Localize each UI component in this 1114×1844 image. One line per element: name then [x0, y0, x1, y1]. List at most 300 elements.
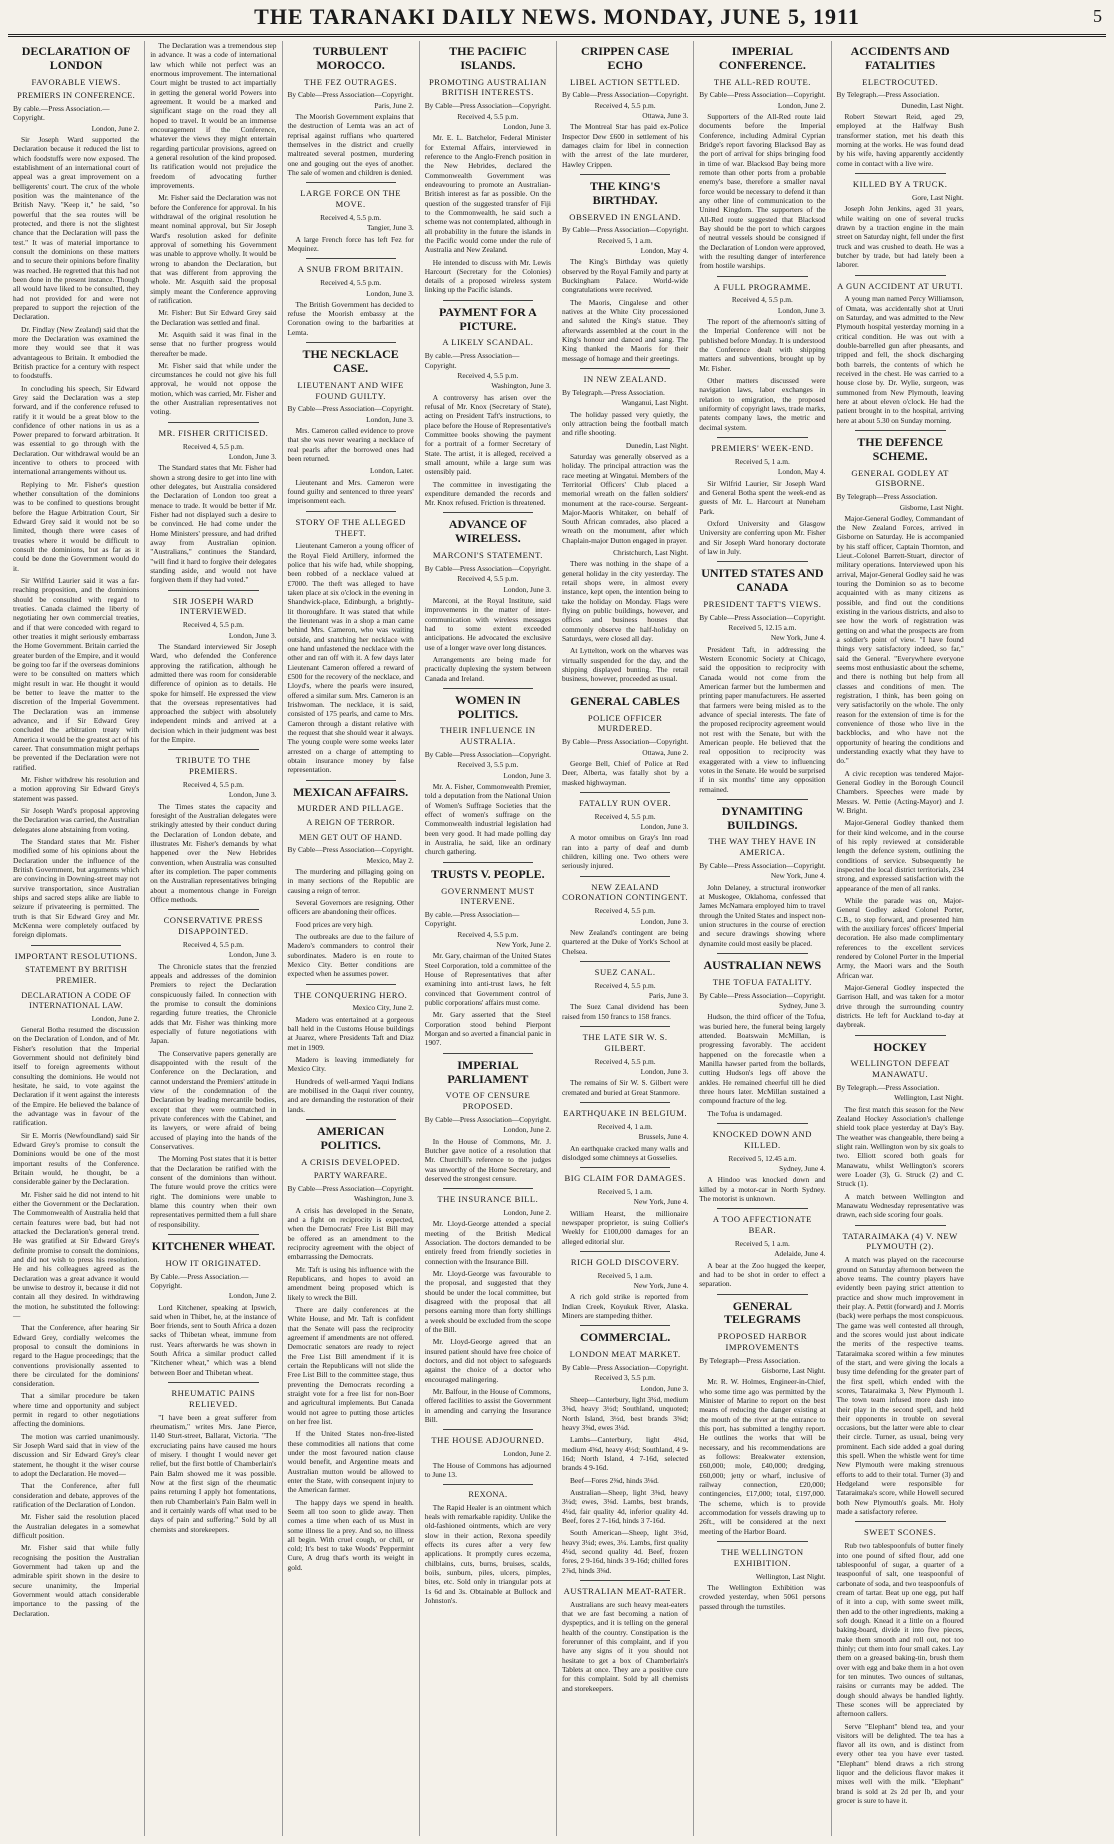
- article-paragraph: The Tofua is undamaged.: [707, 1108, 783, 1118]
- article-paragraph: Sir Joseph Ward's proposal approving the Declaration was carried, the Australian delegates alone abstaining from voting.: [13, 805, 140, 834]
- section-headline: THE NECKLACE CASE.: [302, 347, 399, 375]
- article-paragraph: Sir Wilfrid Laurier said it was a far-reaching proposition, and the dominions should be consulted with regard to treaties. Canada claimed the liberty of negotiating her own commercial treaties, and if that were conceded with regard to other treaties it might seriously embarrass the Home Government. Britain carried the greater burden of the Empire, and it would be going too far if the overseas dominions were to be consulted on matters which might result in war. He thought it would be better to leave the matter to the discretion of the Imperial Government. The Declaration was an immense advance, and if Sir Edward Grey concluded the arbitration treaty with America it would be the greatest act of his career. That consummation might perhaps be prevented if the Declaration were not ratified.: [13, 576, 140, 772]
- sub-headline: THE WELLINGTON EXHIBITION.: [721, 1547, 804, 1568]
- sub-headline: KILLED BY A TRUCK.: [852, 179, 948, 190]
- sub-headline: THE HOUSE ADJOURNED.: [431, 1435, 545, 1446]
- dateline: Paris, June 3.: [648, 991, 689, 1001]
- article-paragraph: The first match this season for the New Zealand Hockey Association's challenge shield took place yesterday at Day's Bay. The weather was changeable, there being a slight rain. Wellington won by six goals to two. Elliott scored both goals for Manawatu, whilst Wellington's scorers were Loader (3), G. Struck (2) and C. Struck (1).: [836, 1104, 964, 1189]
- article-paragraph: Lord Kitchener, speaking at Ipswich, said when in Thibet, he, at the instance of Boer friends, sent to South Africa a dozen sacks of Thibetan wheat, immune from rust. Years afterwards he was shown in South Africa a similar product called "Kitchener wheat," which was a blend between Boer and Thibetan wheat.: [150, 1302, 277, 1377]
- page-number: 5: [1093, 6, 1102, 26]
- dateline: London, June 2.: [503, 1125, 551, 1135]
- column-divider-rule: [306, 984, 396, 985]
- article-paragraph: President Taft, in addressing the Western Economic Society at Chicago, said the opposition to reciprocity with Canada would not come from the American farmer but the lumbermen and printing paper manufacturers. He asserted that farmers were being misled as to the advance of special interests. The fate of the proposed reciprocity agreement would not rest with the Senate, but with the American people. He believed that the real opposition to reciprocity was exaggerated with a view to influencing votes in the Senate. He would be surprised if in six months' time any opposition remained.: [699, 644, 826, 794]
- column-divider-rule: [168, 1382, 258, 1383]
- section-headline: UNITED STATES AND CANADA: [701, 566, 824, 594]
- dateline: London, June 2.: [503, 1208, 551, 1218]
- article-paragraph: The murdering and pillaging going on in many sections of the Republic are causing a reign of terror.: [287, 866, 414, 895]
- section-headline: IMPERIAL PARLIAMENT: [447, 1057, 529, 1086]
- received-line: Received 5, 12.15 a.m.: [728, 622, 797, 632]
- article-paragraph: Several Governors are resigning. Other officers are abandoning their offices.: [287, 897, 414, 917]
- column-divider-rule: [717, 1541, 807, 1542]
- article-paragraph: That the Conference, after full consideration and debate, approves of the ratification of the Declaration of London.: [13, 1481, 140, 1510]
- sub-headline: THE LATE SIR W. S. GILBERT.: [582, 1032, 668, 1053]
- section-headline: HOCKEY: [873, 1039, 927, 1054]
- dateline: London, May 4.: [777, 467, 826, 477]
- dateline: London, June 3.: [777, 305, 826, 315]
- sub-headline: PRESIDENT TAFT'S VIEWS.: [703, 598, 822, 609]
- article-paragraph: Replying to Mr. Fisher's question whether consultation of the dominions was to be confined to questions brought before the Hague Arbitration Court, Sir Edward Grey said it would not be so limited, though there were cases of treaties where it would be difficult to consult the dominions, but as far as it could be done the Government would do it.: [13, 479, 140, 573]
- received-line: Received 4, 5.5 p.m.: [320, 213, 382, 223]
- article-paragraph: The Chronicle states that the frenzied appeals and addresses of the dominion Premiers to reject the Declaration conspicuously failed. In connection with the promise to consult the dominions regarding future treaties, the Chronicle adds that Mr. Fisher was thinking more especially of future negotiations with Japan.: [150, 961, 277, 1046]
- column-3: [283, 41, 420, 1836]
- article-paragraph: A young man named Percy Williamson, of Omata, was accidentally shot at Uruti on Saturday, and was admitted to the New Plymouth hospital yesterday morning in a critical condition. He was out with a double-barrelled gun after pheasants, and tripped and fell, the shock discharging both barrels, the contents of which he received in the chest. He was carried to a house close by. Dr. Wylie, surgeon, was summoned from New Plymouth, leaving here at about eleven o'clock. He had the patient brought in to the hospital, arriving here at about 5.30 on Sunday morning.: [836, 294, 964, 425]
- column-divider-rule: [306, 342, 396, 343]
- article-paragraph: Madero was entertained at a gorgeous ball held in the Customs House buildings at Juarez, where Presidents Taft and Diaz met in 1909.: [287, 1014, 414, 1052]
- article-paragraph: Lieutenant and Mrs. Cameron were found guilty and sentenced to three years' imprisonment each.: [287, 477, 414, 506]
- section-headline: PAYMENT FOR A PICTURE.: [438, 304, 537, 333]
- column-divider-rule: [580, 961, 670, 962]
- byline: By Cable—Press Association—Copyright.: [699, 90, 826, 100]
- article-paragraph: The Standard states that Mr. Fisher modified some of his opinions about the Declaration under the influence of the British Government, but arguments which are convincing in Downing-street may not survive transportation, since Australian ships and sacred steps alike are liable to seizure if privateering is permitted. The truth is that Sir Edward Grey and Mr. McKenna were completely outfaced by foreign diplomats.: [13, 836, 140, 940]
- article-paragraph: A controversy has arisen over the refusal of Mr. Knox (Secretary of State), acting on President Taft's instructions, to place before the House of Representative's Committee books showing the payment for a portrait of a former Secretary of State. The artist, it is alleged, received a small amount, while a large sum was ostensibly paid.: [424, 392, 551, 477]
- article-paragraph: The British Government has decided to refuse the Moorish embassy at the Coronation owing to the barbarities at Lemta.: [287, 299, 414, 337]
- sub-headline: GENERAL GODLEY AT GISBORNE.: [851, 467, 949, 489]
- received-line: Received 4, 5.5 p.m.: [594, 100, 656, 110]
- dateline: Mexico City, June 2.: [352, 1003, 414, 1013]
- article-paragraph: Mr. Taft is using his influence with the Republicans, and hopes to avoid an amendment being proposed which is likely to wreck the Bill.: [287, 1264, 414, 1302]
- article-paragraph: There was nothing in the shape of a general holiday in the city yesterday. The retail shops were, in almost every instance, kept open, the intention being to take the holiday on Monday. Flags were flying on public buildings, however, and offices and business houses that commonly observe the half-holiday on Saturdays, were closed all day.: [562, 559, 689, 644]
- sub-headline: SWEET SCONES.: [864, 1527, 937, 1538]
- column-divider-rule: [717, 1208, 807, 1209]
- article-paragraph: Arrangements are being made for practically duplexing the system between Canada and Ireland.: [424, 654, 551, 683]
- byline: By Cable—Press Association—Copyright.: [287, 404, 414, 414]
- deck-headline: STATEMENT BY BRITISH PREMIER.: [25, 965, 128, 985]
- dateline: London, June 3.: [228, 630, 277, 640]
- article-paragraph: William Hearst, the millionaire newspaper proprietor, is suing Collier's Weekly for £100,000 damages for an alleged editorial slur.: [562, 1208, 689, 1246]
- article-paragraph: Mr. Fisher: But Sir Edward Grey said the Declaration was settled and final.: [150, 308, 277, 327]
- section-headline: GENERAL TELEGRAMS: [724, 1298, 801, 1327]
- column-divider-rule: [580, 1325, 670, 1326]
- section-headline: AMERICAN POLITICS.: [316, 1124, 385, 1152]
- article-paragraph: Other matters discussed were navigation laws, labor exchanges in relation to emigration, the proposed uniformity of copyright laws, trade marks, patents company laws, the metric and decimal system.: [699, 376, 826, 432]
- sub-headline: FAVORABLE VIEWS.: [31, 76, 121, 87]
- received-line: Received 3, 5.5 p.m.: [457, 760, 519, 770]
- article-paragraph: The Conservative papers generally are disappointed with the result of the Conference on the Declaration, and cannot understand the Premiers' attitude in view of the condemnation of the Declaration by leading mercantile bodies, except that they were outmatched in private conferences with the Cabinet, and its lawyers, or were afraid of being accused of playing into the hands of the Conservatives.: [150, 1048, 277, 1151]
- sub-headline: THE INSURANCE BILL.: [437, 1194, 539, 1205]
- dateline: New York, June 2.: [496, 940, 551, 950]
- received-line: Received 5, 12.45 a.m.: [728, 1153, 797, 1163]
- article-paragraph: The committee in investigating the expenditure demanded the records and Mr. Knox refused. Friction is threatened.: [424, 479, 551, 508]
- received-line: Received 5, 1 a.m.: [597, 235, 653, 245]
- article-paragraph: Sir E. Morris (Newfoundland) said Sir Edward Grey's promise to consult the Dominions would be one of the most important results of the Conference. Britain would, he thought, be a considerable gainer by the Declaration.: [13, 1130, 140, 1187]
- article-paragraph: The Morning Post states that it is better that the Declaration be ratified with the consent of the dominions than without. The future would prove the critics were right. The dominions were unable to blame this country when their own representatives permitted them a full share of responsibility.: [150, 1154, 277, 1229]
- sub-headline: THE FEZ OUTRAGES.: [304, 76, 397, 87]
- dateline: Mexico, May 2.: [366, 855, 414, 865]
- section-headline: DYNAMITING BUILDINGS.: [721, 803, 804, 832]
- received-line: Received 4, 5.5 p.m.: [182, 441, 244, 451]
- dateline: London, June 3.: [640, 916, 689, 926]
- received-line: Received 5, 1 a.m.: [734, 1238, 790, 1248]
- column-divider-rule: [717, 1123, 807, 1124]
- column-divider-rule: [855, 1035, 946, 1036]
- article-paragraph: Major-General Godley, Commandant of the New Zealand Forces, arrived in Gisborne on Saturday. He is accompanied by his staff officer, Captain Thornton, and Lieut.-Colonel Barrett-Stuart, director of military operations. Interviewed upon his arrival, Major-General Godley said he was touring the Dominion so as to become acquainted with as many citizens as possible, and find out the conditions existing in the various districts, and also to see how the work of registration was getting on and what the prospects are from a soldier's point of view. "I have found things very satisfactory indeed, so far," said the General. "Everywhere everyone seems most enthusiastic about the scheme, and there is nothing but help from all classes and conditions of men. The registration, I think, has been going on very satisfactorily on the whole. The only reason for the extension of time is for the convenience of those who live in the backblocks, and who have not the opportunity of hearing the conditions and understanding exactly what they have to do.": [836, 513, 964, 766]
- article-paragraph: A match between Wellington and Manawatu Wednesday representative was drawn, each side scoring four goals.: [836, 1191, 964, 1220]
- column-divider-rule: [717, 276, 807, 277]
- article-paragraph: The happy days we spend in health. Seem all too soon to glide away. Then comes a time when each of us Must in some illness lie a prey. And so, no illness all begin. With cruel cough, or chill, or cold; It's best to take Woods' Peppermint Cure, A drug that's worth its weight in gold.: [287, 1497, 414, 1572]
- byline: By Cable—Press Association—Copyright.: [424, 750, 552, 760]
- received-line: Received 4, 5.5 p.m.: [594, 811, 656, 821]
- article-paragraph: The outbreaks are due to the failure of Madero's commanders to control their subordinates. Madero is en route to Mexico City. Better conditions are expected when he assumes power.: [287, 931, 414, 979]
- dateline: London, June 3.: [366, 288, 414, 298]
- article-paragraph: Food prices are very high.: [295, 919, 373, 929]
- article-paragraph: The Times states the capacity and foresight of the Australian delegates were strikingly attested by their conduct during the Declaration of London debate, and illustrates Mr. Fisher's demands by what happened over the New Hebrides convention, when Australia was consulted after its completion. The paper comments on the Australian representatives bringing about a momentous change in Foreign Office methods.: [150, 801, 277, 905]
- sub-headline: CONSERVATIVE PRESS DISAPPOINTED.: [163, 915, 264, 937]
- byline: By Cable—Press Association—Copyright.: [287, 845, 414, 855]
- sub-headline: ELECTROCUTED.: [862, 76, 939, 87]
- byline: By Cable—Press Association—Copyright.: [562, 90, 689, 100]
- sub-headline: THEIR INFLUENCE IN AUSTRALIA.: [440, 725, 536, 747]
- sub-headline: FATALLY RUN OVER.: [579, 797, 672, 808]
- article-paragraph: South American—Sheep, light 3½d, heavy 3¼d; ewes, 3¼. Lambs, first quality 4¼d, second quality 4d. Beef, frozen fores, 2 9-16d, hinds 3 9-16d; chilled fores 2⅞d, hinds 3⅜d.: [562, 1528, 689, 1575]
- received-line: Received 4, 5.5 p.m.: [594, 1056, 656, 1066]
- column-divider-rule: [717, 1294, 807, 1295]
- article-paragraph: Australians are such heavy meat-eaters that we are fast becoming a nation of dyspeptics, and it is telling on the general health of the country. Constipation is the forerunner of this complaint, and if you have any signs of it you should not hesitate to get a box of Chamberlain's Tablets at once. They are a positive cure for this complaint. Sold by all chemists and storekeepers.: [562, 1599, 689, 1693]
- dateline: New York, June 4.: [633, 1197, 689, 1207]
- received-line: Received 4, 5.5 p.m.: [320, 278, 382, 288]
- article-paragraph: Sheep—Canterbury, light 3¾d, medium 3⅝d, heavy 3½d; Southland, unquoted; North Island, 3½d, best brands 3⅝d; heavy 3⅜d, ewes 3¼d.: [562, 1395, 689, 1433]
- sub-headline: IN NEW ZEALAND.: [583, 374, 667, 385]
- dateline: London, June 2.: [503, 1449, 551, 1459]
- column-divider-rule: [168, 749, 258, 750]
- byline: By Telegraph.—Press Association.: [836, 1083, 940, 1092]
- column-divider-rule: [306, 511, 396, 512]
- column-divider-rule: [855, 430, 946, 431]
- dateline: London, June 3.: [640, 1067, 689, 1077]
- section-headline: THE DEFENCE SCHEME.: [857, 434, 943, 463]
- column-divider-rule: [168, 422, 258, 423]
- column-divider-rule: [580, 1580, 670, 1581]
- sub-headline: A CRISIS DEVELOPED.: [301, 1156, 401, 1167]
- article-paragraph: The Rapid Healer is an ointment which heals with remarkable rapidity. Unlike the old-fashioned ointments, which are very slow in their action, Rexona speedily effects its cures after a very few applications. It promptly cures eczema, chilblains, cuts, burns, bruises, scalds, boils, sunburn, piles, ulcers, pimples, bites, etc. Sold only in triangular pots at 1s 6d and 3s. Obtainable at Bullock and Johnston's.: [424, 1502, 551, 1606]
- section-headline: THE PACIFIC ISLANDS.: [449, 44, 527, 72]
- section-headline: ADVANCE OF WIRELESS.: [448, 517, 527, 546]
- sub-headline: A SNUB FROM BRITAIN.: [297, 264, 404, 275]
- byline: By Telegraph.—Press Association.: [836, 90, 940, 100]
- article-paragraph: George Bell, Chief of Police at Red Deer, Alberta, was fatally shot by a masked highwayman.: [562, 758, 689, 787]
- dateline: Dunedin, Last Night.: [625, 440, 689, 450]
- sub-headline: MURDER AND PILLAGE.: [297, 803, 404, 814]
- column-divider-rule: [306, 182, 396, 183]
- received-line: Received 4, 1 a.m.: [597, 1121, 653, 1131]
- dateline: Gore, Last Night.: [912, 192, 964, 202]
- byline: By cable.—Press Association.—Copyright.: [13, 104, 110, 123]
- dateline: London, June 2.: [777, 100, 826, 110]
- sub-headline: RHEUMATIC PAINS RELIEVED.: [171, 1388, 256, 1409]
- sub-headline: A TOO AFFECTIONATE BEAR.: [712, 1214, 812, 1236]
- article-paragraph: Mr. Gary, chairman of the United States Steel Corporation, told a committee of the House of Representatives that after examining into anti-trust laws, he felt convinced that Government control of public corporations' affairs must come.: [424, 951, 551, 1008]
- article-paragraph: Mr. Fisher said that while fully recognising the position the Australian Government had taken up and the admirable spirit shown in the desire to secure unanimity, the Imperial Government would attach considerable importance to the passing of the Declaration.: [13, 1543, 140, 1618]
- dateline: Dunedin, Last Night.: [901, 100, 964, 110]
- sub-headline: MR. FISHER CRITICISED.: [158, 427, 269, 438]
- section-headline: COMMERCIAL.: [579, 1330, 671, 1345]
- column-7: [832, 41, 969, 1836]
- article-paragraph: While the parade was on, Major-General Godley asked Colonel Porter, C.B., to step forward, and presented him with the auxiliary forces' officers' Imperial decoration. He also made complimentary references to the excellent services rendered by Colonel Porter in the Imperial Army, the Maori wars and the South African war.: [836, 895, 964, 980]
- article-paragraph: The Standard interviewed Sir Joseph Ward, who defended the Conference approving the ratification, although he admitted there was room for considerable difference of opinion as to details. He spoke for himself. He expressed the view that the overseas representatives had approached the subject with absolutely independent minds and arrived at a decision which in their judgment was best for the Empire.: [150, 641, 277, 745]
- sub-headline: LIBEL ACTION SETTLED.: [570, 76, 681, 87]
- article-paragraph: Major-General Godley thanked them for their kind welcome, and in the course of his reply reviewed at considerable length the defence system, outlining the conditions of service. Subsequently he inspected the local district territorials, 234 strong, and expressed satisfaction with the appearance of the men of all ranks.: [836, 818, 964, 893]
- dateline: Gisborne, Last Night.: [761, 1366, 826, 1376]
- deck-headline: A REIGN OF TERROR.: [306, 818, 395, 828]
- article-paragraph: Mrs. Cameron called evidence to prove that she was never wearing a necklace of real pearls after the borrowed ones had been returned.: [287, 426, 414, 464]
- dateline: London, June 3.: [366, 414, 414, 424]
- article-paragraph: Mr. Fisher withdrew his resolution and a motion approving Sir Edward Grey's statement was passed.: [13, 774, 140, 803]
- dateline: London, June 2.: [91, 123, 140, 133]
- sub-headline: THE TOFUA FATALITY.: [712, 976, 812, 987]
- section-headline: CRIPPEN CASE ECHO: [580, 44, 670, 72]
- column-divider-rule: [443, 1188, 533, 1189]
- column-divider-rule: [443, 512, 533, 513]
- article-paragraph: A crisis has developed in the Senate, and a fight on reciprocity is expected, when the Democrats' Free List Bill may be offered as an amendment to the reciprocity agreement with the object of embarrassing the Democrats.: [287, 1205, 414, 1262]
- article-paragraph: Dr. Findlay (New Zealand) said that the more the Declaration was examined the more they would see that it was advantageous to Britain. It embodied the British practice for a century with respect to foodstuffs.: [13, 324, 140, 381]
- article-paragraph: Major-General Godley inspected the Garrison Hall, and was taken for a motor drive through the surrounding country districts. He left for Auckland to-day at daybreak.: [836, 982, 964, 1030]
- article-paragraph: A motor omnibus on Gray's Inn road ran into a party of deaf and dumb children, killing one. Two others were seriously injured.: [562, 833, 689, 871]
- article-paragraph: New Zealand's contingent are being quartered at the Duke of York's School at Chelsea.: [562, 927, 689, 956]
- article-paragraph: The report of the afternoon's sitting of the Imperial Conference will not be published before Monday. It is understood the Conference dealt with shipping matters and subventions, brought up by Mr. Fisher.: [699, 317, 826, 373]
- article-paragraph: Mr. Balfour, in the House of Commons, offered facilities to assist the Government in amending and carrying the Insurance Bill.: [424, 1387, 551, 1425]
- article-paragraph: Beef—Fores 2⅜d, hinds 3⅛d.: [570, 1475, 659, 1485]
- sub-headline: A GUN ACCIDENT AT URUTI.: [837, 280, 964, 291]
- column-divider-rule: [306, 1119, 396, 1120]
- dateline: London, June 3.: [228, 451, 277, 461]
- dateline: Brussels, June 4.: [638, 1132, 689, 1142]
- sub-headline: STORY OF THE ALLEGED THEFT.: [295, 516, 406, 538]
- article-paragraph: Joseph John Jenkins, aged 31 years, while waiting on one of several trucks drawn by a traction engine in the main street on Saturday night, fell under the first truck and was crushed to death. He was a butcher by trade, but had lately been a laborer.: [836, 204, 964, 270]
- dateline: London, June 3.: [503, 584, 551, 594]
- column-divider-rule: [443, 862, 533, 863]
- column-1: [8, 41, 145, 1836]
- dateline: New York, June 4.: [770, 633, 826, 643]
- article-paragraph: He intended to discuss with Mr. Lewis Harcourt (Secretary for the Colonies) details of a proposed wireless system linking up the Pacific islands.: [424, 257, 551, 295]
- article-paragraph: A Hindoo was knocked down and killed by a motor-car in North Sydney. The motorist is unknown.: [699, 1175, 826, 1203]
- column-divider-rule: [580, 368, 670, 369]
- dateline: London, June 2.: [228, 1291, 277, 1301]
- sub-headline: THE WAY THEY HAVE IN AMERICA.: [708, 836, 817, 858]
- column-divider-rule: [168, 590, 258, 591]
- article-paragraph: Mr. Lloyd-George agreed that an insured patient should have free choice of doctors, and did not object to safeguards against the choice of a doctor who encouraged malingering.: [424, 1337, 551, 1384]
- dateline: London, June 3.: [640, 1383, 689, 1393]
- received-line: Received 5, 1 a.m.: [734, 456, 790, 466]
- sub-headline: THE CONQUERING HERO.: [293, 989, 408, 1000]
- sub-headline: BIG CLAIM FOR DAMAGES.: [564, 1173, 686, 1184]
- dateline: Washington, June 3.: [491, 381, 551, 391]
- article-paragraph: Sir Joseph Ward supported the Declaration because it reduced the list to which foodstuffs were now exposed. The establishment of an international court of appeal was a great improvement on a belligerents' court. The crux of the whole position was the maintenance of the British Navy. "Keep it," he said, "so powerful that the sea routes will be protected, and there is not the slightest chance that the Declaration will pass the test." It was of material importance to consult the dominions on these matters and to secure their opinions before finality was reached. He regretted that this had not been done in the present instance. Though all would have liked to be consulted, they had not provided for and were not prepared to support the rejection of the Declaration.: [13, 134, 140, 322]
- section-headline: TURBULENT MOROCCO.: [313, 44, 388, 72]
- article-paragraph: The motion was carried unanimously. Sir Joseph Ward said that in view of the discussion and Sir Edward Grey's clear statement, he thought it the wiser course to adopt the Declaration. He moved—: [13, 1431, 140, 1479]
- received-line: Received 4, 5.5 p.m.: [457, 929, 519, 939]
- article-paragraph: Mr. Fisher said he did not intend to hit either the Government or the Declaration. The Commonwealth of Australia held that certain features were bad, but had not attacked the Declaration's general trend. He was gratified at Sir Edward Grey's definite promise to consult the dominions, and did not wish to press his resolution. He and his colleagues agreed as the Declaration was a great advance it would be unwise to destroy it, because it did not contain all they desired. In withdrawing the motion, he substituted the following:—: [13, 1189, 140, 1320]
- sub-headline: RICH GOLD DISCOVERY.: [570, 1256, 680, 1267]
- masthead: [8, 0, 1106, 37]
- received-line: Received 4, 5.5 p.m.: [457, 111, 519, 121]
- article-paragraph: The Wellington Exhibition was crowded yesterday, when 5061 persons passed through the turnstiles.: [699, 1583, 826, 1611]
- article-paragraph: John Delaney, a structural ironworker at Muskogee, Oklahoma, confessed that James McNamara employed him to travel through the United States and inspect non-union structures in the course of erection and secure drawings showing where dynamite could most easily be placed.: [699, 882, 826, 948]
- article-paragraph: Rub two tablespoonfuls of butter finely into one pound of sifted flour, add one tablespoonful of sugar, a quarter of a teaspoonful of salt, one teaspoonful of carbonate of soda, and two teaspoonfuls of cream of tartar. Beat up one egg, put half of it into a cup, with some sweet milk, then add to the other ingredients, making a soft dough. Knead it a little on a floured baking-board, divide it into five pieces, make them smooth and roll out, not too thinly; cut them into four small cakes. Lay them on a greased baking-tin, brush them over with egg and bake them in a hot oven for ten minutes. Two ounces of sultanas, raisins or currants may be added. The dough should always be handled lightly. These scones will be appreciated by afternoon callers.: [836, 1541, 964, 1719]
- deck-headline: PREMIERS IN CONFERENCE.: [17, 91, 136, 101]
- received-line: Received 4, 5.5 p.m.: [731, 295, 793, 305]
- newspaper-title: THE TARANAKI DAILY NEWS. MONDAY, JUNE 5, 1911: [254, 4, 860, 29]
- column-grid: [8, 41, 1106, 1836]
- section-headline: WOMEN IN POLITICS.: [455, 692, 521, 721]
- article-paragraph: In concluding his speech, Sir Edward Grey said the Declaration was a step forward, and if the conference refused to ratify it it would be a great blow to the confidence of other nations in us as a Power prepared to forward arbitration. It was essential to go through with the Declaration. Our withdrawal would be an incentive to others to proceed with international arrangements without us.: [13, 383, 140, 477]
- column-6: [694, 41, 831, 1836]
- section-headline: THE KING'S BIRTHDAY.: [589, 179, 661, 207]
- byline: By Cable.—Press Association.—Copyright.: [150, 1271, 249, 1290]
- byline: By Cable—Press Association—Copyright.: [287, 90, 414, 100]
- article-paragraph: Oxford University and Glasgow University are conferring upon Mr. Fisher and Sir Joseph Ward honorary doctorate of law in July.: [699, 518, 826, 556]
- dateline: Wellington, Last Night.: [755, 1571, 826, 1581]
- column-divider-rule: [580, 1102, 670, 1103]
- section-headline: GENERAL CABLES: [570, 693, 680, 708]
- article-paragraph: Mr. Lloyd-George was favourable to the proposal, and suggested that they should be under the local committee, but disagreed with the proposal that all persons earning more than forty shillings a week should be excluded from the scope of the Bill.: [424, 1269, 551, 1335]
- sub-headline: HOW IT ORIGINATED.: [165, 1257, 262, 1268]
- received-line: Received 4, 5.5 p.m.: [594, 980, 656, 990]
- dateline: London, June 3.: [228, 950, 277, 960]
- article-paragraph: A bear at the Zoo hugged the keeper, and had to be shot in order to effect a separation.: [699, 1260, 826, 1289]
- article-paragraph: Hudson, the third officer of the Tofua, was buried here, the funeral being largely attended. Boatswain McMillan, is progressing favorably. The accident happened on the forecastle when a Manilla hawser parted from the bollards, cutting Hudson's legs off above the ankles. He remained cheerful till he died three hours later. McMillan sustained a compound fracture of the leg.: [699, 1012, 826, 1106]
- column-2: [145, 41, 282, 1836]
- article-paragraph: Marconi, at the Royal Institute, said improvements in the matter of inter-communication with wireless messages had to some extent exceeded anticipations. He advocated the exclusive use of a longer wave over long distances.: [424, 595, 551, 652]
- section-headline: KITCHENER WHEAT.: [151, 1238, 276, 1253]
- sub-headline: TRIBUTE TO THE PREMIERS.: [175, 755, 252, 777]
- article-paragraph: The Montreal Star has paid ex-Police Inspector Dew £600 in settlement of his damages claim for libel in connection with the arrest of the late murderer, Hawley Crippen.: [562, 122, 689, 169]
- dateline: New York, June 4.: [770, 871, 826, 881]
- dateline: London, June 3.: [503, 770, 551, 780]
- article-paragraph: Mr. R. W. Holmes, Engineer-in-Chief, who some time ago was permitted by the Minister of Marine to report on the best means of reducing the danger existing at the mouth of the river at the entrance to this port, has submitted a lengthy report. He outlines the works that will be necessary, and his recommendations are as follows: Breakwater extension, £60,000; mole, £40,000; dredging, £60,000; jetty or wharf, inclusive of railway connection, £20,000; contingencies, £17,000; total, £197,000. The scheme, which is to provide accommodation for vessels drawing up to 26ft., will be considered at the next meeting of the Harbor Board.: [699, 1377, 826, 1536]
- article-paragraph: Mr. Lloyd-George attended a special meeting of the British Medical Association. The doctors demanded to be entirely freed from friendly societies in connection with the Insurance Bill.: [424, 1219, 551, 1266]
- dateline: Tangier, June 3.: [366, 223, 414, 233]
- sub-headline: SIR JOSEPH WARD INTERVIEWED.: [172, 595, 254, 617]
- section-headline: DECLARATION OF LONDON: [21, 44, 131, 72]
- dateline: New York, June 4.: [633, 1281, 689, 1291]
- column-divider-rule: [717, 561, 807, 562]
- byline: By Cable—Press Association—Copyright.: [287, 1184, 414, 1194]
- article-paragraph: At Lyttelton, work on the wharves was virtually suspended for the day, and the shipping displayed bunting. The retail business, however, proceeded as usual.: [562, 646, 689, 684]
- deck-headline: MEN GET OUT OF HAND.: [299, 832, 403, 842]
- column-divider-rule: [580, 792, 670, 793]
- article-paragraph: The House of Commons has adjourned to June 13.: [424, 1460, 551, 1479]
- article-paragraph: Saturday was generally observed as a holiday. The principal attraction was the race meeting at Wingatui. Members of the Territorial Officers' Club placed a memorial wreath on the fallen soldiers' monument at the race-course. Sergeant-Major-Maoris Whitaker, on behalf of South African comrades, also placed a wreath on the monument, after which Chaplain-major Dutton engaged in prayer.: [562, 451, 689, 545]
- column-divider-rule: [443, 300, 533, 301]
- column-divider-rule: [306, 780, 396, 781]
- deck-headline: DECLARATION A CODE OF INTERNATIONAL LAW.: [21, 990, 132, 1011]
- received-line: Received 4, 5.5 p.m.: [457, 574, 519, 584]
- article-paragraph: A large French force has left Fez for Mequinez.: [287, 234, 414, 254]
- article-paragraph: "I have been a great sufferer from rheumatism," writes Mrs. Jane Pierce, 1140 Sturt-street, Ballarat, Victoria. "The excruciating pains have caused me hours of misery. I thought I would never get relief, but the first bottle of Chamberlain's Pain Balm showed me it was possible. Now at the first sign of the rheumatic pains returning I apply hot fomentations, then rub Chamberlain's Pain Balm well in and it certainly wards off what used to be days of pain and suffering." Sold by all chemists and storekeepers.: [150, 1412, 277, 1534]
- column-5: [557, 41, 694, 1836]
- article-paragraph: Madero is leaving immediately for Mexico City.: [287, 1055, 414, 1074]
- dateline: London, June 3.: [503, 121, 551, 131]
- article-paragraph: A match was played on the racecourse ground on Saturday afternoon between the above teams. The country players have evidently been paying strict attention to practice and show much improvement in their play. A. Pettit (forward) and J. Morris (back) were perhaps the most conspicuous. The game was well contested all through, and the scores would just about indicate the merits of the respective teams. Tataraimaka scored within a few minutes of the start, and were giving the locals a busy time defending for the greater part of the first spell, which ended with the scores, Tataraimaka 3, New Plymouth 1. The town team infused more dash into their play in the second spell, and held their opponents in trouble on several occasions, but the latter were able to clear their circle. Turner, as usual, being very prominent. Each side added a goal during this spell. When the whistle went for time New Plymouth were making strenuous efforts to add to their total. Turner (3) and Hedgeland were responsible for Tataraimaka's score, while Howell secured both New Plymouth's goals. Mr. Holy made a satisfactory referee.: [836, 1255, 964, 1517]
- column-divider-rule: [580, 876, 670, 877]
- sub-headline: OBSERVED IN ENGLAND.: [569, 211, 681, 222]
- byline: By Telegraph—Press Association.: [836, 492, 938, 502]
- dateline: Christchurch, Last Night.: [613, 548, 689, 558]
- column-divider-rule: [580, 689, 670, 690]
- article-paragraph: Mr. Fisher said the Declaration was not before the Conference for approval. In his withdrawal of the original resolution he meant nominal approval, but Sir Joseph Ward's resolution asked for definite approval of something his Government was unable to approve wholly. It would be wrong to abandon the Declaration, but that was different from approving the whole. Mr. Asquith said the proposal simply meant the Conference approving of ratification.: [150, 193, 277, 305]
- sub-headline: LIEUTENANT AND WIFE FOUND GUILTY.: [297, 379, 404, 401]
- received-line: Received 3, 5.5 p.m.: [594, 1373, 656, 1383]
- article-paragraph: An earthquake cracked many walls and dislodged some chimneys at Gosselies.: [562, 1143, 689, 1162]
- sub-headline: POLICE OFFICER MURDERED.: [587, 712, 663, 734]
- section-headline: IMPERIAL CONFERENCE.: [718, 44, 806, 72]
- dateline: Sydney, June 4.: [779, 1163, 826, 1173]
- section-headline: TRUSTS V. PEOPLE.: [431, 866, 545, 881]
- dateline: Adelaide, June 4.: [774, 1249, 826, 1259]
- article-paragraph: The holiday passed very quietly, the only attraction being the football match and rifle shooting.: [562, 409, 689, 438]
- dateline: Sydney, June 3.: [779, 1001, 826, 1010]
- article-paragraph: If the United States non-free-listed these commodities all nations that come under the most favoured nation clause would benefit, and Argentine meats and Australian mutton would be allowed to enter the State, with consequent injury to the American farmer.: [287, 1429, 414, 1495]
- sub-headline: MARCONI'S STATEMENT.: [432, 550, 543, 561]
- column-divider-rule: [855, 275, 946, 276]
- dateline: Ottawa, June 3.: [642, 111, 689, 121]
- article-paragraph: Lieutenant Cameron a young officer of the Royal Field Artillery, informed the police that his wife had, while shopping, been robbed of a necklace valued at £7000. The theft was alleged to have taken place at six o'clock in the evening in Shandwick-place, Edinburgh, a brightly-lit thoroughfare. It was stated that while the lieutenant was in a shop a man came behind Mrs. Cameron, who was waiting outside, and snatching her necklace with one hand unfastened the necklace with the other and ran off with it. A few days later Lieutenant Cameron offered a reward of £500 for the recovery of the necklace, and Lloyd's, where the pearls were insured, offered a similar sum. Mrs. Cameron is an Irishwoman. The necklace, it is said, consisted of 175 pearls, and came to Mrs. Cameron through a distant relative with the request that she should wear it always. The young couple were some weeks later arrested on a charge of attempting to obtain insurance money by false representation.: [287, 541, 414, 775]
- byline: By Cable—Press Association—Copyright.: [562, 737, 689, 747]
- sub-headline: VOTE OF CENSURE PROPOSED.: [445, 1090, 531, 1112]
- article-paragraph: Hundreds of well-armed Yaqui Indians are mobilised in the Oaqui river country, and are demanding the restoration of their lands.: [287, 1076, 414, 1114]
- article-paragraph: Supporters of the All-Red route laid documents before the Imperial Conference, including Admiral Cyprian Bridge's report favoring Blacksod Bay as the port of arrival for ships bringing food in time of war. Blacksod Bay being more remote than other ports from a probable enemy's base, therefore a smaller naval force would be necessary to defend it than any other line of communication to the United Kingdom. The supporters of the All-Red route suggested that Blacksod Bay should be the port to which cargoes of neutral vessels should be consigned if the Declaration of London were approved, with the resulting danger of interference from hostile warships.: [699, 112, 826, 271]
- byline: By Telegraph.—Press Association.: [562, 387, 665, 397]
- dateline: Ottawa, June 2.: [642, 747, 689, 757]
- article-paragraph: Serve "Elephant" blend tea, and your visitors will be delighted. The tea has a flavor all its own, and is distinct from every other tea you have ever tasted. "Elephant" blend draws a rich strong liquor and the delicious flavor makes it mixes well with the milk. "Elephant" brand is sold at 2s 2d per lb, and your grocer is sure to have it.: [836, 1721, 964, 1806]
- byline: By Cable—Press Association—Copyright.: [562, 225, 689, 235]
- column-divider-rule: [443, 1053, 533, 1054]
- sub-headline: PREMIERS' WEEK-END.: [711, 443, 814, 454]
- column-divider-rule: [443, 1484, 533, 1485]
- byline: By Cable—Press Association—Copyright.: [424, 101, 552, 111]
- dateline: Paris, June 2.: [374, 100, 414, 110]
- deck-headline: PARTY WARFARE.: [313, 1171, 388, 1181]
- sub-headline: EARTHQUAKE IN BELGIUM.: [563, 1108, 688, 1119]
- article-paragraph: Mr. Fisher said the resolution placed the Australian delegates in a somewhat difficult position.: [13, 1512, 140, 1541]
- sub-headline: SUEZ CANAL.: [594, 966, 656, 977]
- article-paragraph: The Suez Canal dividend has been raised from 150 francs to 158 francs.: [562, 1002, 689, 1021]
- section-headline: ACCIDENTS AND FATALITIES: [850, 44, 950, 72]
- column-divider-rule: [717, 437, 807, 438]
- dateline: London, Later.: [370, 466, 414, 476]
- column-divider-rule: [443, 688, 533, 689]
- article-paragraph: The remains of Sir W. S. Gilbert were cremated and buried at Great Stanmore.: [562, 1078, 689, 1097]
- received-line: Received 4, 5.5 p.m.: [182, 780, 244, 790]
- dateline: Washington, June 3.: [353, 1194, 414, 1204]
- received-line: Received 4, 5.5 p.m.: [594, 906, 656, 916]
- article-paragraph: Sir Wilfrid Laurier, Sir Joseph Ward and General Botha spent the week-end as guests of Mr. L. Harcourt at Nuneham Park.: [699, 478, 826, 516]
- dateline: Gisborne, Last Night.: [899, 502, 964, 512]
- column-divider-rule: [717, 799, 807, 800]
- article-paragraph: That a similar procedure be taken where time and opportunity and subject permit in regard to other negotiations affecting the dominions.: [13, 1391, 140, 1429]
- sub-headline: TATARAIMAKA (4) V. NEW PLYMOUTH (2).: [842, 1230, 958, 1252]
- article-paragraph: Mr. Gary asserted that the Steel Corporation stood behind Pierpont Morgan and so averted a financial panic in 1907.: [424, 1010, 551, 1048]
- article-paragraph: In the House of Commons, Mr. J. Butcher gave notice of a resolution that Mr. Churchill's reference to the judges was unworthy of the Home Secretary, and deserved the strongest censure.: [424, 1136, 551, 1183]
- section-headline: AUSTRALIAN NEWS: [703, 958, 822, 973]
- sub-headline: THE ALL-RED ROUTE.: [713, 76, 811, 87]
- article-paragraph: Mr. Asquith said it was final in the sense that no further progress would thereafter be made.: [150, 329, 277, 358]
- dateline: London, June 3.: [640, 821, 689, 831]
- article-paragraph: The Maoris, Cingalese and other natives at the White City processioned and saluted the King's statue. They afterwards assembled at the court in the King's honour and danced and sang. The King thanked the Maoris for their message of homage and their greetings.: [562, 297, 689, 363]
- sub-headline: IMPORTANT RESOLUTIONS.: [14, 950, 138, 961]
- byline: By Cable—Press Association—Copyright.: [562, 1363, 689, 1373]
- column-divider-rule: [168, 1234, 258, 1235]
- article-paragraph: The Moorish Government explains that the destruction of Lemta was an act of reprisal against ruffians who quartered themselves in the district and cruelly maltreated several postmen, murdering one and gouging out the eyes of another. The sale of women and children is denied.: [287, 112, 414, 178]
